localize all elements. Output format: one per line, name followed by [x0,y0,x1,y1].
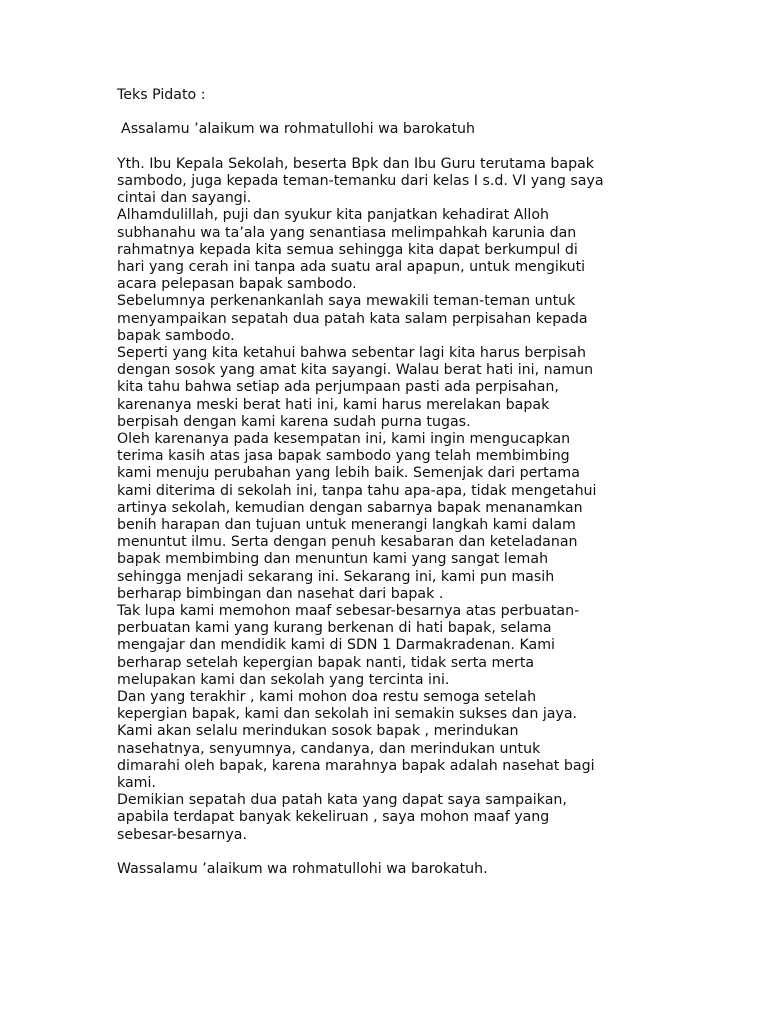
paragraph-line: perbuatan kami yang kurang berkenan di hati bapak, selama [117,620,552,637]
document-page [117,87,657,878]
paragraph-line: Kami akan selalu merindukan sosok bapak , merindukan [117,723,519,740]
paragraph-line: dimarahi oleh bapak, karena marahnya bapak adalah nasehat bagi [117,757,595,774]
paragraph-line: berharap setelah kepergian bapak nanti, tidak serta merta [117,654,535,671]
speech-paragraph [117,603,657,689]
paragraph-line: menyampaikan sepatah dua patah kata salam perpisahan kepada [117,310,588,327]
speech-paragraph [117,207,657,293]
paragraph-line: bapak sambodo. [117,327,235,344]
speech-paragraph [117,156,657,208]
paragraph-line: rahmatnya kepada kita semua sehingga kita dapat berkumpul di [117,241,578,258]
speech-paragraph [117,792,657,844]
paragraph-line: sebesar-besarnya. [117,826,247,843]
paragraph-line: Oleh karenanya pada kesempatan ini, kami ingin mengucapkan [117,431,571,448]
paragraph-line: berpisah dengan kami karena sudah purna tugas. [117,413,471,430]
paragraph-line: Dan yang terakhir , kami mohon doa restu semoga setelah [117,689,537,706]
speech-paragraph [117,293,657,345]
paragraph-line: berharap bimbingan dan nasehat dari bapak . [117,585,444,602]
paragraph-line: bapak membimbing dan menuntun kami yang sangat lemah [117,551,549,568]
paragraph-line: menuntut ilmu. Serta dengan penuh kesabaran dan keteladanan [117,534,578,551]
paragraph-line: dengan sosok yang amat kita sayangi. Walau berat hati ini, namun [117,362,594,379]
paragraph-line: Seperti yang kita ketahui bahwa sebentar lagi kita harus berpisah [117,345,586,361]
blank-line [117,104,657,121]
speech-body [117,156,657,844]
paragraph-line: kami. [117,775,156,792]
paragraph-line: sambodo, juga kepada teman-temanku dari kelas I s.d. VI yang saya [117,172,604,189]
paragraph-line: kami diterima di sekolah ini, tanpa tahu apa-apa, tidak mengetahui [117,482,597,499]
speech-paragraph [117,431,657,603]
paragraph-line: subhanahu wa ta’ala yang senantiasa melimpahkah karunia dan [117,224,577,241]
paragraph-line: karenanya meski berat hati ini, kami harus merelakan bapak [117,396,550,413]
paragraph-line: kita tahu bahwa setiap ada perjumpaan pasti ada perpisahan, [117,379,559,396]
paragraph-line: kepergian bapak, kami dan sekolah ini semakin sukses dan jaya. [117,706,578,723]
blank-line [117,139,657,156]
opening-greeting: Assalamu ’alaikum wa rohmatullohi wa barokatuh [121,121,476,138]
paragraph-line: melupakan kami dan sekolah yang tercinta ini. [117,671,450,688]
blank-line [117,844,657,861]
paragraph-line: sehingga menjadi sekarang ini. Sekarang ini, kami pun masih [117,568,555,585]
paragraph-line: Demikian sepatah dua patah kata yang dapat saya sampaikan, [117,792,567,809]
paragraph-line: hari yang cerah ini tanpa ada suatu aral apapun, untuk mengikuti [117,258,586,275]
paragraph-line: Yth. Ibu Kepala Sekolah, beserta Bpk dan Ibu Guru terutama bapak [117,155,595,172]
paragraph-line: artinya sekolah, kemudian dengan sabarnya bapak menanamkan [117,499,583,516]
paragraph-line: apabila terdapat banyak kekeliruan , saya mohon maaf yang [117,809,550,826]
paragraph-line: benih harapan dan tujuan untuk menerangi langkah kami dalam [117,517,576,534]
closing-greeting: Wassalamu ’alaikum wa rohmatullohi wa barokatuh. [117,861,488,878]
paragraph-line: terima kasih atas jasa bapak sambodo yang telah membimbing [117,448,570,465]
paragraph-line: nasehatnya, senyumnya, candanya, dan merindukan untuk [117,740,541,757]
paragraph-line: acara pelepasan bapak sambodo. [117,276,357,293]
speech-paragraph [117,689,657,792]
speech-paragraph [117,345,657,431]
paragraph-line: Sebelumnya perkenankanlah saya mewakili teman-teman untuk [117,293,576,310]
paragraph-line: kami menuju perubahan yang lebih baik. Semenjak dari pertama [117,465,580,482]
paragraph-line: mengajar dan mendidik kami di SDN 1 Darmakradenan. Kami [117,637,555,654]
paragraph-line: Alhamdulillah, puji dan syukur kita panjatkan kehadirat Alloh [117,207,550,224]
paragraph-line: cintai dan sayangi. [117,190,252,207]
document-heading: Teks Pidato : [117,87,206,103]
paragraph-line: Tak lupa kami memohon maaf sebesar-besarnya atas perbuatan- [117,603,580,620]
